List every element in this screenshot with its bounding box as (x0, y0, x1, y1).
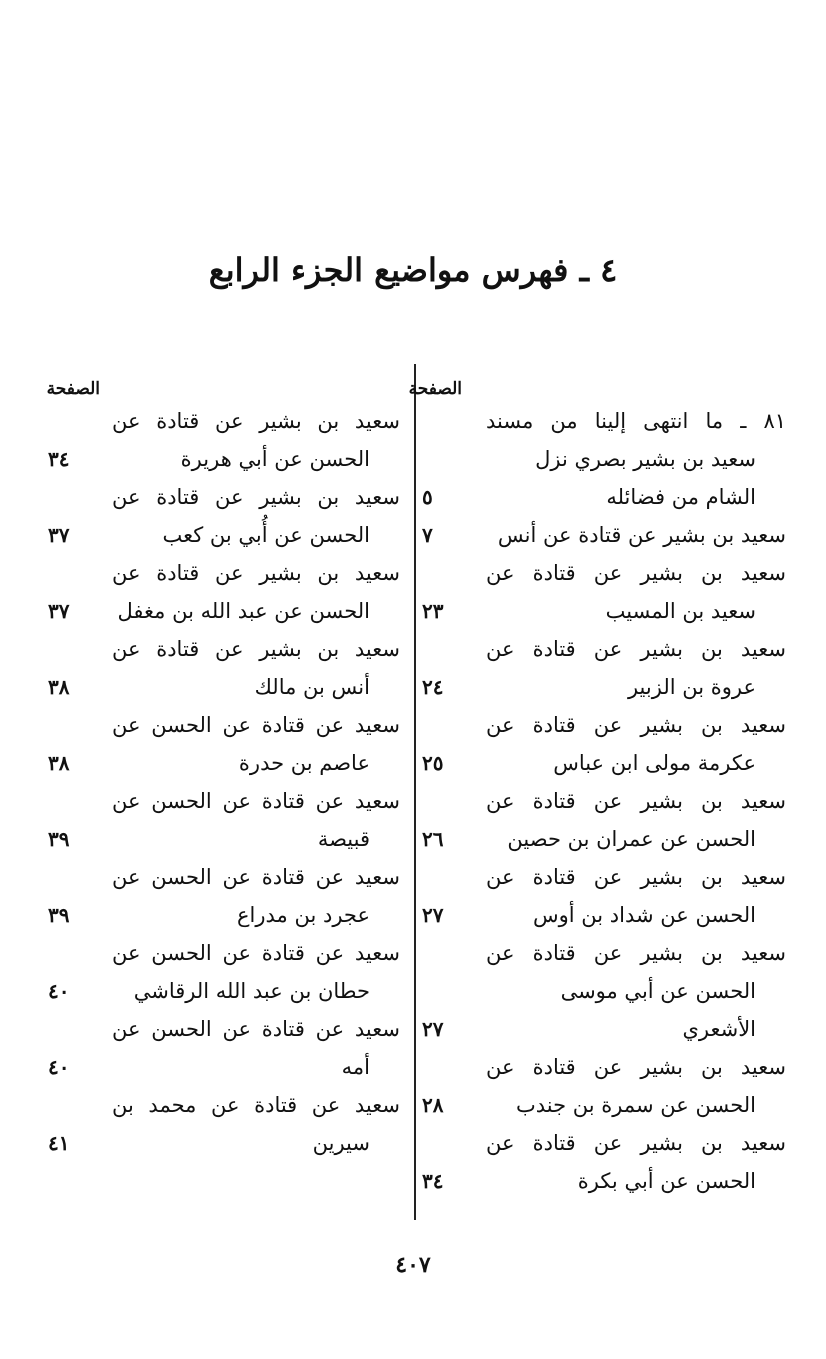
toc-entry-page: ٣٤ (48, 447, 70, 471)
toc-entry (48, 1010, 400, 1086)
toc-entry-page: ٢٥ (422, 751, 444, 775)
toc-entry-line: سيرين (312, 1131, 370, 1155)
left-entries (48, 402, 400, 1162)
toc-entry-text (486, 630, 786, 706)
toc-entry-line: عكرمة مولى ابن عباس (553, 751, 756, 775)
toc-entry (48, 782, 400, 858)
column-divider (414, 364, 416, 1220)
toc-entry-line: سعيد بن بشير عن قتادة عن (486, 713, 786, 737)
toc-entry-text (486, 1048, 786, 1124)
page-title: ٤ ـ فهرس مواضيع الجزء الرابع (208, 251, 618, 289)
toc-entry-text (112, 402, 400, 478)
toc-entry-text (486, 402, 786, 516)
toc-entry-page: ٢٧ (422, 903, 444, 927)
toc-entry-line: سعيد بن بشير عن قتادة عن أنس (497, 523, 786, 547)
toc-entry-page: ٧ (422, 523, 433, 547)
toc-entry (422, 782, 786, 858)
toc-entry-text (112, 554, 400, 630)
right-column (408, 376, 786, 1200)
toc-entry (48, 478, 400, 554)
toc-entry (422, 554, 786, 630)
toc-entry (422, 706, 786, 782)
toc-entry-text (486, 782, 786, 858)
toc-entry-page: ٣٩ (48, 903, 70, 927)
toc-entry-line: سعيد بن بشير عن قتادة عن (112, 561, 400, 585)
toc-entry-text (112, 1010, 400, 1086)
toc-entry-line: سعيد بن بشير عن قتادة عن (112, 637, 400, 661)
toc-entry-text (486, 516, 786, 554)
toc-entry-line: سعيد عن قتادة عن الحسن عن (112, 1017, 400, 1041)
toc-entry (422, 402, 786, 516)
left-column-header (48, 376, 400, 402)
toc-entry-text (486, 858, 786, 934)
toc-entry-text (486, 1124, 786, 1200)
toc-entry-line: الحسن عن أبي هريرة (180, 447, 370, 471)
toc-entry-page: ٣٩ (48, 827, 70, 851)
toc-entry-line: سعيد بن بشير عن قتادة عن (486, 941, 786, 965)
page-number: ٤٠٧ (395, 1252, 431, 1278)
toc-entry (422, 1048, 786, 1124)
toc-entry-line: أنس بن مالك (254, 675, 370, 699)
toc-entry-line: الحسن عن عمران بن حصين (507, 827, 756, 851)
toc-entry-line: الحسن عن أُبي بن كعب (162, 523, 370, 547)
right-column-header (408, 376, 786, 402)
toc-entry-line: سعيد بن بشير عن قتادة عن (486, 789, 786, 813)
toc-entry-page: ٣٧ (48, 523, 70, 547)
toc-entry-text (486, 934, 786, 1048)
toc-entry-page: ٣٤ (422, 1169, 444, 1193)
toc-entry (48, 934, 400, 1010)
toc-entry (48, 1086, 400, 1162)
toc-entry-line: عاصم بن حدرة (238, 751, 370, 775)
toc-entry-line: سعيد عن قتادة عن الحسن عن (112, 789, 400, 813)
toc-entry-line: الحسن عن أبي موسى (560, 979, 756, 1003)
toc-entry-line: الشام من فضائله (606, 485, 756, 509)
toc-entry-page: ٤٠ (48, 1055, 70, 1079)
toc-entry-line: الحسن عن أبي بكرة (577, 1169, 756, 1193)
toc-entry-line: سعيد بن بشير بصري نزل (535, 447, 756, 471)
toc-entry-page: ٢٣ (422, 599, 444, 623)
toc-entry-line: عروة بن الزبير (627, 675, 756, 699)
toc-entry-page: ٣٧ (48, 599, 70, 623)
toc-entry-line: سعيد عن قتادة عن الحسن عن (112, 941, 400, 965)
toc-entry-line: سعيد بن بشير عن قتادة عن (112, 409, 400, 433)
toc-entry (48, 402, 400, 478)
toc-entry-line: سعيد عن قتادة عن الحسن عن (112, 865, 400, 889)
toc-entry-line: سعيد بن بشير عن قتادة عن (486, 1055, 786, 1079)
toc-entry-page: ٢٦ (422, 827, 444, 851)
toc-entry (422, 858, 786, 934)
toc-entry-page: ٥ (422, 485, 433, 509)
toc-entry-page: ٣٨ (48, 751, 70, 775)
toc-entry-line: سعيد بن بشير عن قتادة عن (486, 865, 786, 889)
toc-entry-line: سعيد بن بشير عن قتادة عن (112, 485, 400, 509)
toc-entry-text (112, 858, 400, 934)
toc-entry-line: حطان بن عبد الله الرقاشي (133, 979, 370, 1003)
toc-entry-page: ٤١ (48, 1131, 70, 1155)
toc-entry (48, 554, 400, 630)
toc-entry-text (486, 554, 786, 630)
toc-entry-line: سعيد بن بشير عن قتادة عن (486, 561, 786, 585)
toc-entry-line: سعيد بن المسيب (605, 599, 756, 623)
toc-entry-page: ٢٨ (422, 1093, 444, 1117)
page-column-label: الصفحة (408, 379, 462, 399)
toc-entry (422, 516, 786, 554)
toc-entry-page: ٢٧ (422, 1017, 444, 1041)
toc-entry-line: سعيد بن بشير عن قتادة عن (486, 637, 786, 661)
toc-entry (422, 630, 786, 706)
toc-entry-text (112, 630, 400, 706)
toc-entry-line: الحسن عن سمرة بن جندب (516, 1093, 756, 1117)
toc-entry-text (112, 478, 400, 554)
toc-entry-line: أمه (341, 1055, 370, 1079)
toc-entry-text (112, 782, 400, 858)
toc-entry (422, 934, 786, 1048)
left-column (48, 376, 400, 1162)
toc-entry-text (112, 1086, 400, 1162)
toc-entry-page: ٤٠ (48, 979, 70, 1003)
right-entries (422, 402, 786, 1200)
toc-entry-line: الأشعري (682, 1017, 756, 1041)
toc-entry-page: ٢٤ (422, 675, 444, 699)
toc-entry-line: ٨١ ـ ما انتهى إلينا من مسند (486, 409, 786, 433)
toc-entry-line: الحسن عن شداد بن أوس (533, 903, 756, 927)
toc-entry-line: الحسن عن عبد الله بن مغفل (117, 599, 370, 623)
toc-entry (48, 858, 400, 934)
toc-entry (48, 630, 400, 706)
toc-entry (48, 706, 400, 782)
toc-entry-line: قبيصة (317, 827, 370, 851)
toc-entry-text (112, 706, 400, 782)
toc-entry (422, 1124, 786, 1200)
toc-entry-text (112, 934, 400, 1010)
toc-entry-line: سعيد عن قتادة عن محمد بن (112, 1093, 400, 1117)
toc-entry-line: سعيد بن بشير عن قتادة عن (486, 1131, 786, 1155)
toc-entry-line: عجرد بن مدراع (237, 903, 370, 927)
toc-entry-page: ٣٨ (48, 675, 70, 699)
page-column-label: الصفحة (46, 379, 100, 399)
toc-entry-text (486, 706, 786, 782)
toc-entry-line: سعيد عن قتادة عن الحسن عن (112, 713, 400, 737)
